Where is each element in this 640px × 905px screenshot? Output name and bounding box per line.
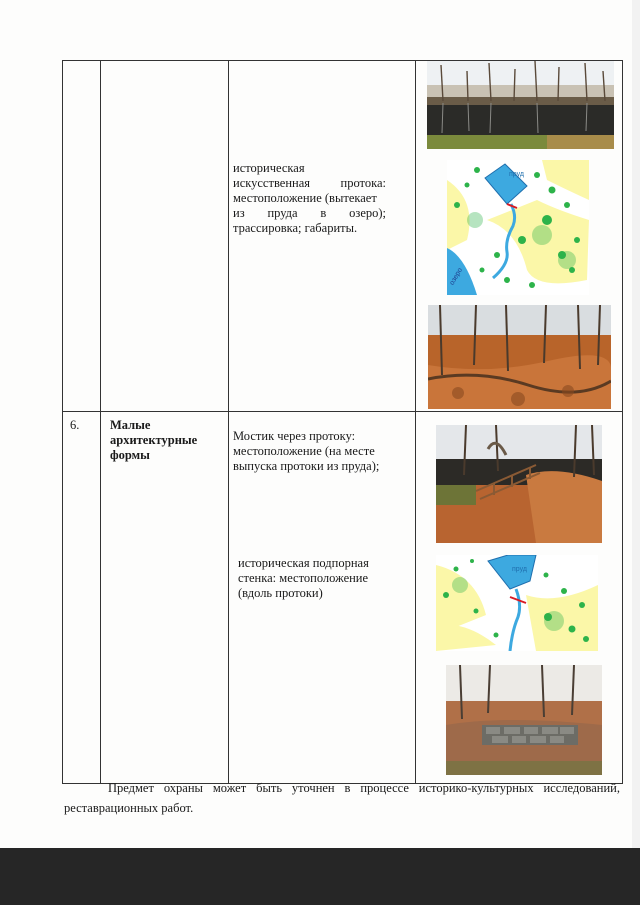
table-border-left (62, 60, 63, 783)
row6-category-line: формы (110, 448, 150, 462)
row5-feature-line: из пруда в озеро); (233, 206, 386, 220)
footer-paragraph-line2: реставрационных работ. (64, 801, 194, 815)
row5-feature-line: трассировка; габариты. (233, 221, 358, 235)
row6-feature1-line: местоположение (на месте (233, 444, 375, 458)
row5-feature-text (233, 161, 386, 236)
row6-number: 6. (70, 418, 80, 432)
table-divider-number (100, 60, 101, 783)
table-divider-category (228, 60, 229, 783)
scan-edge (632, 0, 640, 848)
row6-category-line: архитектурные (110, 433, 198, 447)
row5-feature-line: искусственная протока: (233, 176, 386, 190)
pond-photo (427, 61, 614, 149)
row5-feature-line: историческая (233, 161, 305, 175)
scan-bottom-border (0, 848, 640, 905)
row6-feature1-line: выпуска протоки из пруда); (233, 459, 380, 473)
row6-feature2-line: историческая подпорная (238, 556, 369, 570)
bridge-photo (436, 425, 602, 543)
table-row-divider (62, 411, 623, 412)
row6-feature2-text (238, 556, 413, 601)
row6-feature1-text (233, 429, 413, 474)
row6-feature2-line: стенка: местоположение (238, 571, 369, 585)
row6-category (110, 418, 225, 463)
row6-feature1-line: Мостик через протоку: (233, 429, 356, 443)
stone-wall-photo (446, 665, 602, 775)
row6-category-line: Малые (110, 418, 151, 432)
map-label-pond-2: пруд (512, 566, 527, 573)
map-label-lake: озеро (448, 266, 465, 287)
map-label-pond: пруд (509, 171, 524, 178)
row5-feature-line: местоположение (вытекает (233, 191, 377, 205)
retaining-wall-map (436, 555, 598, 651)
row6-feature2-line: (вдоль протоки) (238, 586, 323, 600)
footer-paragraph-line1: Предмет охраны может быть уточнен в процессе историко-культурных исследований, (108, 781, 620, 795)
forest-channel-photo (428, 305, 611, 409)
channel-map (447, 160, 589, 295)
table-divider-feature (415, 60, 416, 783)
table-border-right (622, 60, 623, 783)
